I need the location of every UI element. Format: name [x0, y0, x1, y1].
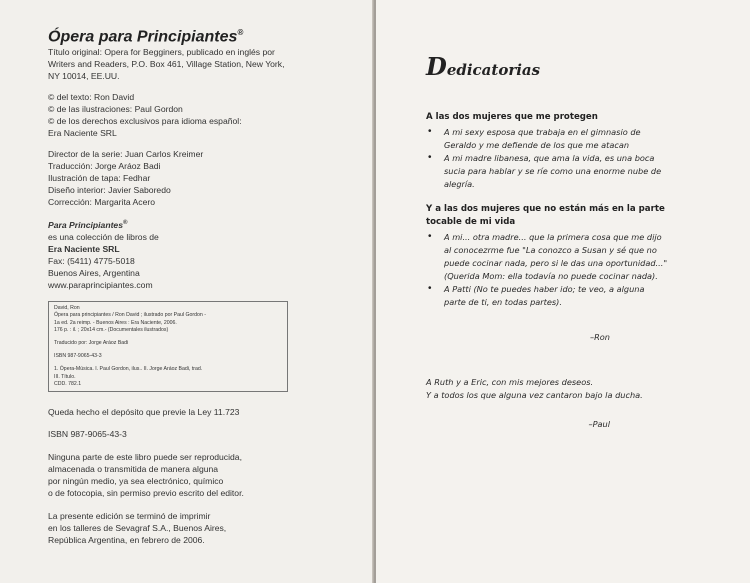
- print-line: en los talleres de Sevagraf S.A., Buenos Aires,: [48, 523, 227, 534]
- rights-line: por ningún medio, ya sea electrónico, químico: [48, 476, 224, 487]
- cip-line: III. Título.: [54, 373, 76, 380]
- cip-line: 1a ed. 2a reimp. - Buenos Aires : Era Naciente, 2006.: [54, 319, 177, 326]
- copyright-line: © de las ilustraciones: Paul Gordon: [48, 104, 183, 115]
- rights-line: almacenada o transmitida de manera alguna: [48, 464, 219, 475]
- credit-line: Corrección: Margarita Acero: [48, 197, 155, 208]
- copyright-line: © de los derechos exclusivos para idioma español:: [48, 116, 242, 127]
- series-title: Ópera para Principiantes®: [48, 28, 244, 46]
- publisher-city: Buenos Aires, Argentina: [48, 268, 140, 279]
- dedication-item: • A mi madre libanesa, que ama la vida, es una boca sucia para hablar y se ríe como una enorme nube de alegría.: [426, 152, 720, 191]
- cip-line: Ópera para principiantes / Ron David ; ilustrado por Paul Gordon -: [54, 312, 206, 319]
- dedications-title: Dedicatorias: [426, 52, 541, 81]
- cip-line: 1. Ópera-Música. I. Paul Gordon, ilus.. II. Jorge Aráoz Badi, trad.: [54, 366, 203, 373]
- paul-line: A Ruth y a Eric, con mis mejores deseos.: [426, 377, 594, 387]
- credit-line: Diseño interior: Javier Saboredo: [48, 185, 171, 196]
- dedication-item: • A Patti (No te puedes haber ido; te veo, a alguna parte de ti, en todas partes).: [426, 283, 720, 309]
- collection-name: Para Principiantes®: [48, 220, 128, 231]
- publisher-name: Era Naciente SRL: [48, 244, 120, 255]
- print-line: República Argentina, en febrero de 2006.: [48, 535, 205, 546]
- credit-line: Ilustración de tapa: Fedhar: [48, 173, 151, 184]
- cip-line: CDD. 782.1: [54, 380, 82, 387]
- isbn-line: ISBN 987-9065-43-3: [48, 429, 127, 440]
- dedication-section-1: [426, 111, 720, 191]
- cip-line: David, Ron: [54, 305, 80, 312]
- rights-block: [48, 451, 348, 499]
- paul-line: Y a todos los que alguna vez cantaron bajo la ducha.: [426, 390, 643, 400]
- original-title-line: Título original: Opera for Begginers, publicado en inglés por: [48, 47, 275, 58]
- dedication-section-2: [426, 203, 720, 309]
- print-line: La presente edición se terminó de imprimir: [48, 511, 211, 522]
- section-heading: tocable de mi vida: [426, 217, 516, 227]
- original-title-line: Writers and Readers, P.O. Box 461, Village Station, New York,: [48, 59, 285, 70]
- credit-line: Traducción: Jorge Aráoz Badi: [48, 161, 161, 172]
- copyright-line: © del texto: Ron David: [48, 92, 135, 103]
- credit-line: Director de la serie: Juan Carlos Kreimer: [48, 149, 204, 160]
- credits-block: [48, 148, 348, 208]
- publisher-block: [48, 217, 348, 291]
- right-page: [376, 0, 750, 583]
- section-heading: Y a las dos mujeres que no están más en la parte: [426, 204, 665, 214]
- dedication-item: • A mi sexy esposa que trabaja en el gimnasio de Geraldo y me defiende de los que me atacan: [426, 126, 720, 152]
- publisher-line: es una colección de libros de: [48, 232, 159, 243]
- publisher-fax: Fax: (5411) 4775-5018: [48, 256, 135, 267]
- copyright-block: [48, 91, 348, 139]
- signature-paul: –Paul: [588, 419, 610, 429]
- paul-dedication: [426, 376, 720, 402]
- publisher-web: www.paraprincipiantes.com: [48, 280, 153, 291]
- dedication-item: • A mi... otra madre... que la primera cosa que me dijo al conocezrme fue "La conozco a Susan y sé que no puede cocinar nada, pero si le das una oportunidad..." (Querida Mom: ella todavía no puede cocinar nada).: [426, 231, 720, 283]
- cip-translator: Traducido por: Jorge Aráoz Badi: [54, 340, 129, 346]
- signature-ron: –Ron: [590, 332, 610, 342]
- rights-line: Ninguna parte de este libro puede ser reproducida,: [48, 452, 242, 463]
- original-title-line: NY 10014, EE.UU.: [48, 71, 120, 82]
- cip-line: 176 p. : il. ; 20x14 cm.- (Documentales ilustrados): [54, 326, 169, 333]
- cip-isbn: ISBN 987-9065-43-3: [54, 353, 102, 360]
- original-title-block: [48, 46, 348, 82]
- copyright-line: Era Naciente SRL: [48, 128, 117, 139]
- left-page: [0, 0, 374, 583]
- rights-line: o de fotocopia, sin permiso previo escrito del editor.: [48, 488, 244, 499]
- registered-mark: ®: [123, 220, 128, 227]
- print-block: [48, 510, 348, 546]
- section-heading: A las dos mujeres que me protegen: [426, 112, 598, 122]
- cip-card: [48, 301, 288, 392]
- legal-deposit: Queda hecho el depósito que previe la Ley 11.723: [48, 407, 240, 418]
- registered-mark: ®: [237, 28, 244, 37]
